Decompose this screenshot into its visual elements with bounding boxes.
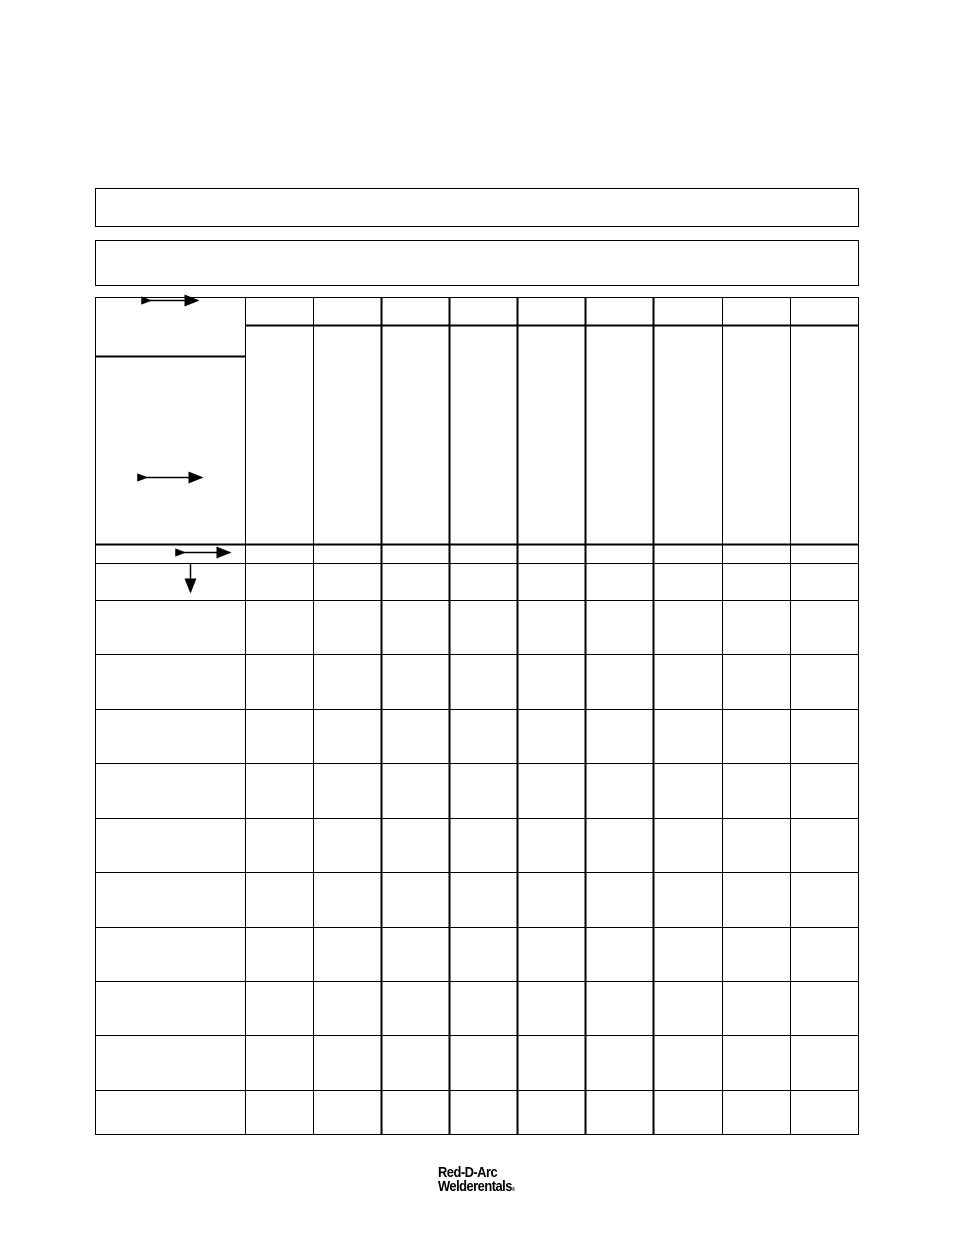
table-outline — [96, 298, 859, 1135]
arrow-icon-header — [142, 298, 198, 304]
registered-mark: ® — [511, 1187, 515, 1193]
column-dividers — [246, 297, 791, 1135]
arrow-icon-middle — [138, 475, 202, 481]
logo-line-1: Red-D-Arc — [438, 1164, 498, 1181]
logo-line-2 — [438, 1180, 515, 1197]
arrow-icon-row — [176, 550, 230, 556]
logo-line-2-text: Welderentals — [438, 1178, 512, 1195]
red-d-arc-logo — [438, 1166, 515, 1197]
row-dividers — [95, 564, 859, 1091]
header-lines — [95, 326, 859, 545]
